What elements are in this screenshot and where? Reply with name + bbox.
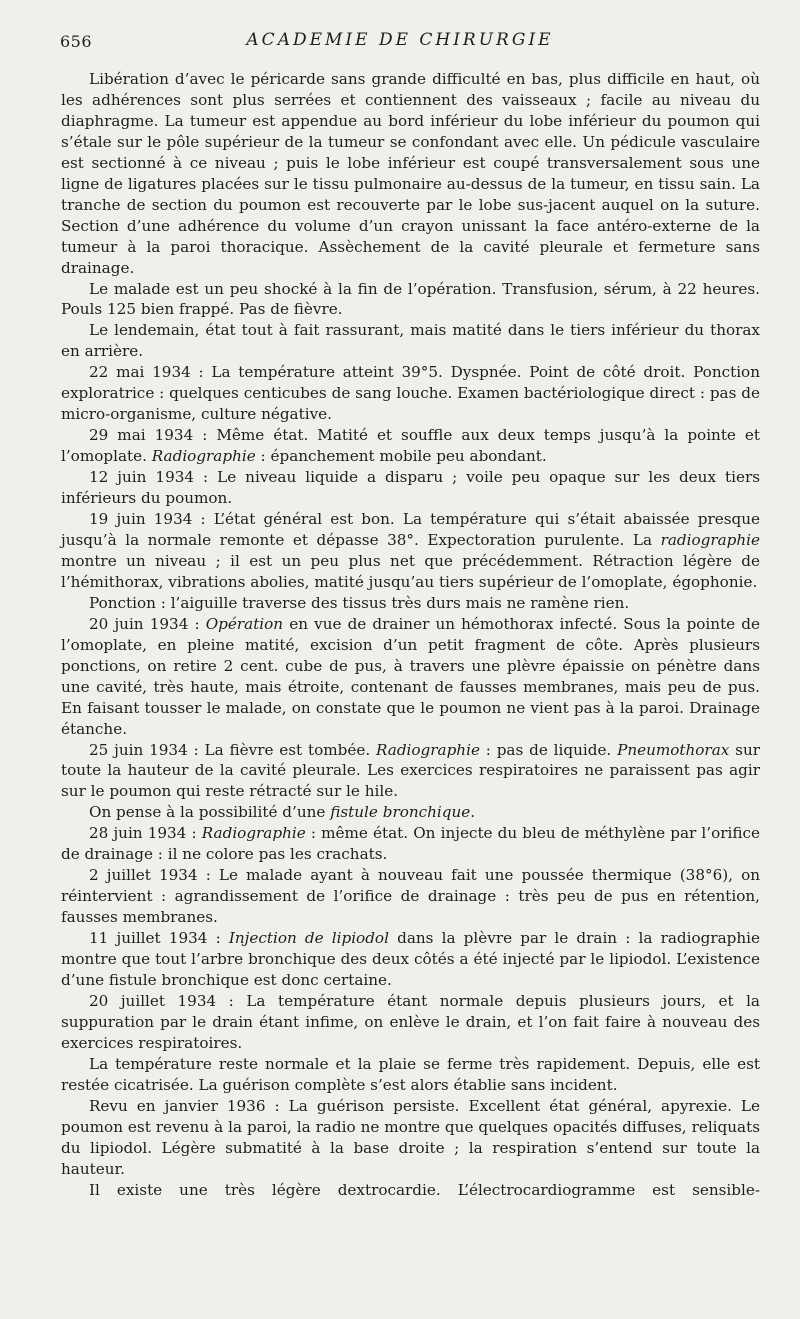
paragraph xyxy=(61,1180,760,1201)
paragraph xyxy=(61,279,760,321)
paragraph xyxy=(61,740,760,803)
italic-term: Radiographie xyxy=(201,824,306,843)
paragraph-text: La température reste normale et la plaie se ferme très rapidement. Depuis, elle est restée cicatrisée. La guérison complète s’est alors établie sans incident. xyxy=(61,1054,760,1094)
paragraph xyxy=(61,362,760,425)
paragraph-text: 28 juin 1934 : xyxy=(89,824,202,843)
italic-term: Pneumothorax xyxy=(617,740,730,759)
paragraph xyxy=(61,69,760,279)
page-number: 656 xyxy=(60,32,93,51)
paragraph xyxy=(61,1096,760,1180)
paragraph xyxy=(61,928,760,991)
paragraph-text: On pense à la possibilité d’une xyxy=(89,803,331,822)
italic-term: fistule bronchique xyxy=(330,803,471,822)
paragraph-text: 20 juillet 1934 : La température étant normale depuis plusieurs jours, et la suppuration par le drain étant infime, on enlève le drain, et l’on fait faire à nouveau des exercices respiratoires. xyxy=(61,991,760,1052)
paragraph-text: Il existe une très légère dextrocardie. L’électrocardiogramme est sensible- xyxy=(89,1180,760,1199)
paragraph-text: 11 juillet 1934 : xyxy=(89,929,229,948)
paragraph-text: en vue de drainer un hémothorax infecté. Sous la pointe de l’omoplate, en pleine matité, excision d’un petit fragment de côte. Après plusieurs ponctions, on retire 2 cent. cube de pus, à travers une plèvre épaissie on pénètre dans une cavité, très haute, mais étroite, contenant de fausses membranes, mais peu de pus. En faisant tousser le malade, on constate que le poumon ne vient pas à la paroi. Drainage étanche. xyxy=(61,614,760,738)
paragraph-text: 20 juin 1934 : xyxy=(89,614,206,633)
italic-term: Radiographie xyxy=(151,447,256,466)
paragraph-text: dans la plèvre par le drain : la radiographie montre que tout l’arbre bronchique des deux côtés a été injecté par le lipiodol. L’existence d’une fistule bronchique est donc certaine. xyxy=(61,929,760,989)
paragraph xyxy=(61,865,760,928)
paragraph-text: sur toute la hauteur de la cavité pleurale. Les exercices respiratoires ne paraissent pas agir sur le poumon qui reste rétracté sur le hile. xyxy=(61,740,760,801)
paragraph-text: Le lendemain, état tout à fait rassurant, mais matité dans le tiers inférieur du thorax en arrière. xyxy=(61,321,760,361)
paragraph xyxy=(61,320,760,362)
paragraph xyxy=(61,467,760,509)
paragraph-text: Ponction : l’aiguille traverse des tissus très durs mais ne ramène rien. xyxy=(89,593,630,612)
paragraph-text: Le malade est un peu shocké à la fin de l’opération. Transfusion, sérum, à 22 heures. Pouls 125 bien frappé. Pas de fièvre. xyxy=(61,279,760,319)
paragraph-text: 22 mai 1934 : La température atteint 39°5. Dyspnée. Point de côté droit. Ponction exploratrice : quelques centicubes de sang louche. Examen bactériologique direct : pas de micro-organisme, culture négative. xyxy=(61,363,760,424)
running-title: ACADEMIE DE CHIRURGIE xyxy=(246,30,554,50)
paragraph xyxy=(61,425,760,467)
paragraph-text: montre un niveau ; il est un peu plus net que précédemment. Rétraction légère de l’hémithorax, vibrations abolies, matité jusqu’au tiers supérieur de l’omoplate, égophonie. xyxy=(61,551,760,591)
italic-term: radiographie xyxy=(660,530,760,549)
paragraph-text: : même état. On injecte du bleu de méthylène par l’orifice de drainage : il ne colore pas les crachats. xyxy=(61,824,760,864)
italic-term: Radiographie xyxy=(375,740,480,759)
paragraph-text: : pas de liquide. xyxy=(479,740,618,759)
paragraph xyxy=(61,614,760,740)
paragraph xyxy=(61,593,760,614)
paragraph-text: 2 juillet 1934 : Le malade ayant à nouveau fait une poussée thermique (38°6), on réintervient : agrandissement de l’orifice de drainage : très peu de pus en rétention, fausses membranes. xyxy=(61,866,760,927)
paragraph-text: 12 juin 1934 : Le niveau liquide a disparu ; voile peu opaque sur les deux tiers inférieurs du poumon. xyxy=(61,468,760,508)
paragraph xyxy=(61,802,760,823)
paragraph-text: . xyxy=(470,803,476,822)
page-header xyxy=(60,30,740,54)
paragraph xyxy=(61,823,760,865)
paragraph-text: 29 mai 1934 : Même état. Matité et souffle aux deux temps jusqu’à la pointe et l’omoplate. xyxy=(61,426,760,466)
italic-term: Injection de lipiodol xyxy=(228,929,389,948)
paragraph xyxy=(61,991,760,1054)
paragraph-text: Revu en janvier 1936 : La guérison persiste. Excellent état général, apyrexie. Le poumon est revenu à la paroi, la radio ne montre que quelques opacités diffuses, reliquats du lipiodol. Légère submatité à la base droite ; la respiration s’entend sur toute la hauteur. xyxy=(61,1096,760,1178)
paragraph xyxy=(61,509,760,593)
italic-term: Opération xyxy=(205,614,284,633)
paragraph xyxy=(61,1054,760,1096)
paragraph-text: 25 juin 1934 : La fièvre est tombée. xyxy=(89,740,376,759)
paragraph-text: Libération d’avec le péricarde sans grande difficulté en bas, plus difficile en haut, où les adhérences sont plus serrées et contiennent des vaisseaux ; facile au niveau du diaphragme. La tumeur est appendue au bord inférieur du lobe inférieur du poumon qui s’étale sur le pôle supérieur de la tumeur se confondant avec elle. Un pédicule vasculaire est sectionné à ce niveau ; puis le lobe inférieur est coupé transversalement sous une ligne de ligatures placées sur le tissu pulmonaire au-dessus de la tumeur, en tissu sain. La tranche de section du poumon est recouverte par le lobe sus-jacent auquel on la suture. Section d’une adhérence du volume d’un crayon unissant la face antéro-externe de la tumeur à la paroi thoracique. Assèchement de la cavité pleurale et fermeture sans drainage. xyxy=(61,70,760,277)
paragraph-text: : épanchement mobile peu abondant. xyxy=(255,447,547,466)
body-text xyxy=(61,69,760,1200)
paragraph-text: 19 juin 1934 : L’état général est bon. La température qui s’était abaissée presque jusqu’à la normale remonte et dépasse 38°. Expectoration purulente. La xyxy=(61,510,760,549)
